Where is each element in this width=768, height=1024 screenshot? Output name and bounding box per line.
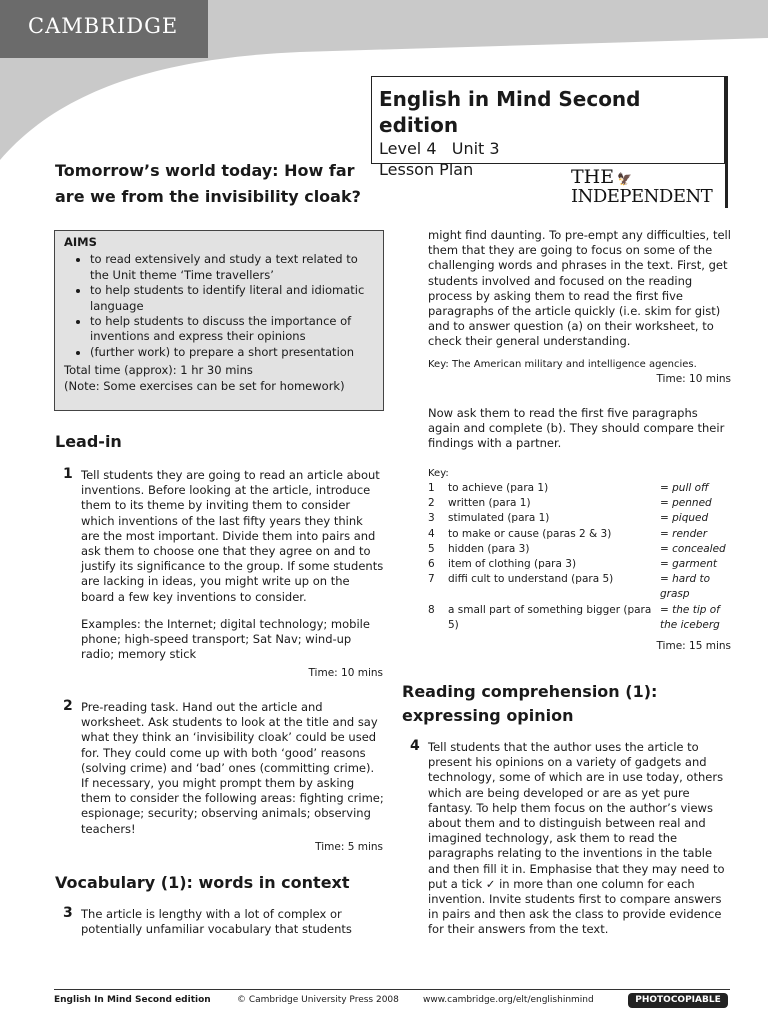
article-title-line1: Tomorrow’s world today: How far	[55, 161, 355, 180]
aims-box	[54, 230, 384, 411]
article-title-line2: are we from the invisibility cloak?	[55, 187, 361, 206]
series-title: English in Mind Second edition	[379, 87, 641, 137]
footer-url[interactable]: www.cambridge.org/elt/englishinmind	[423, 995, 594, 1005]
vocab-heading: Vocabulary (1): words in context	[55, 873, 350, 892]
leadin-para2: Pre-reading task. Hand out the article and worksheet. Ask students to look at the title and say what they think an ‘invisibility cloak’ could be used for. They could come up with both ‘good’ reasons (solving crime) and ‘bad’ ones (committing crime). If necessary, you might prompt them by asking them to consider the following areas: fighting crime; espionage; security; observing animals; observing teachers!	[81, 700, 384, 836]
time-label: Time: 5 mins	[315, 841, 383, 853]
title-box-shadow	[725, 76, 728, 208]
vocab-para3-start: The article is lengthy with a lot of complex or potentially unfamiliar vocabulary that students	[81, 907, 352, 937]
key-row	[428, 603, 733, 633]
reading-heading	[402, 680, 732, 728]
independent-logo	[571, 168, 721, 206]
key-num: 1	[428, 482, 435, 494]
key-label: Key:	[428, 468, 449, 479]
key-answer: = pull off	[660, 482, 709, 494]
leadin-para1: Tell students they are going to read an article about inventions. Before looking at the article, introduce them to its theme by inviting them to consider which inventions of the last fifty years they think are the most important. Divide them into pairs and ask them to choose one that they agree on and to justify its significance to the group. If some students are lacking in ideas, you might write up on the board a few key inventions to consider.	[81, 468, 384, 604]
article-title	[55, 158, 385, 210]
key-phrase: item of clothing (para 3)	[448, 558, 577, 571]
aims-heading: AIMS	[64, 235, 97, 249]
key-answer: = hard to grasp	[660, 573, 711, 601]
time-label: Time: 10 mins	[308, 667, 383, 679]
aims-list	[64, 252, 374, 360]
key-phrase: to make or cause (paras 2 & 3)	[448, 527, 612, 540]
aim-item: • to read extensively and study a text related to the Unit theme ‘Time travellers’	[90, 252, 374, 283]
reading-heading-line2: expressing opinion	[402, 706, 574, 725]
photocopiable-badge: PHOTOCOPIABLE	[628, 993, 728, 1008]
key-phrase: to achieve (para 1)	[448, 482, 549, 494]
aim-item: • to help students to discuss the importance of inventions and express their opinions	[90, 314, 374, 345]
leadin-examples: Examples: the Internet; digital technology; mobile phone; high-speed transport; Sat Nav; wind-up radio; memory stick	[81, 617, 370, 662]
reading-heading-line1: Reading comprehension (1):	[402, 682, 658, 701]
key-answer: = render	[660, 527, 708, 540]
step-number: 1	[63, 466, 73, 482]
key-a: Key: The American military and intelligence agencies.	[428, 359, 697, 370]
key-row	[428, 496, 733, 511]
footer-copyright: © Cambridge University Press 2008	[237, 995, 399, 1005]
key-phrase: diffi cult to understand (para 5)	[448, 573, 614, 586]
vocab-para3b: Now ask them to read the first five paragraphs again and complete (b). They should compare their findings with a partner.	[428, 406, 725, 451]
key-phrase: a small part of something bigger (para 5)	[448, 603, 652, 631]
step-number: 3	[63, 905, 73, 921]
independent-name: INDEPENDENT	[571, 186, 713, 207]
key-answer: = the tip of the iceberg	[660, 603, 720, 631]
footer-series: English In Mind Second edition	[54, 995, 211, 1005]
aims-total-time: Total time (approx): 1 hr 30 mins	[64, 363, 253, 378]
aim-item: • (further work) to prepare a short presentation	[90, 345, 374, 360]
vocab-para3-cont: might find daunting. To pre-empt any difficulties, tell them that they are going to focus on some of the challenging words and phrases in the text. First, get students involved and focused on the reading process by asking them to read the first five paragraphs of the article quickly (i.e. skim for gist) and to answer question (a) on their worksheet, to check their general understanding.	[428, 228, 731, 349]
key-answer: = piqued	[660, 512, 709, 525]
key-answer: = penned	[660, 497, 712, 510]
key-phrase: stimulated (para 1)	[448, 512, 550, 525]
key-row	[428, 557, 733, 572]
key-num: 2	[428, 497, 435, 510]
key-row	[428, 542, 733, 557]
aims-note: (Note: Some exercises can be set for homework)	[64, 378, 345, 393]
footer-divider	[54, 989, 730, 990]
key-table	[428, 481, 733, 633]
step-number: 4	[410, 738, 420, 754]
time-label: Time: 15 mins	[656, 640, 731, 652]
key-row	[428, 572, 733, 602]
key-num: 5	[428, 542, 435, 555]
leadin-heading: Lead-in	[55, 432, 122, 451]
key-answer: = concealed	[660, 542, 726, 555]
aim-item: • to help students to identify literal and idiomatic language	[90, 283, 374, 314]
key-answer: = garment	[660, 558, 718, 571]
publisher-logo: CAMBRIDGE	[28, 14, 179, 38]
key-num: 4	[428, 527, 435, 540]
time-label: Time: 10 mins	[656, 373, 731, 385]
eagle-icon: 🦅	[617, 172, 633, 186]
key-row	[428, 511, 733, 526]
key-row	[428, 527, 733, 542]
key-phrase: written (para 1)	[448, 497, 531, 510]
key-num: 8	[428, 603, 435, 616]
doc-type: Lesson Plan	[379, 160, 474, 179]
key-num: 6	[428, 558, 435, 571]
independent-the: THE	[571, 166, 615, 188]
key-num: 7	[428, 573, 435, 586]
reading-para4: Tell students that the author uses the article to present his opinions on a variety of gadgets and technology, some of which are in use today, others which are being developed or are as yet pure fantasy. To help them focus on the author’s views about them and to distinguish between real and imagined technology, ask them to read the paragraphs relating to the inventions in the table and then fill it in. Emphasise that they may need to put a tick ✓ in more than one column for each invention. Invite students first to compare answers in pairs and then ask the class to provide evidence for their answers from the text.	[428, 740, 725, 937]
key-num: 3	[428, 512, 435, 525]
step-number: 2	[63, 698, 73, 714]
level-unit: Level 4 Unit 3	[379, 139, 500, 158]
key-row	[428, 481, 733, 496]
key-phrase: hidden (para 3)	[448, 542, 530, 555]
